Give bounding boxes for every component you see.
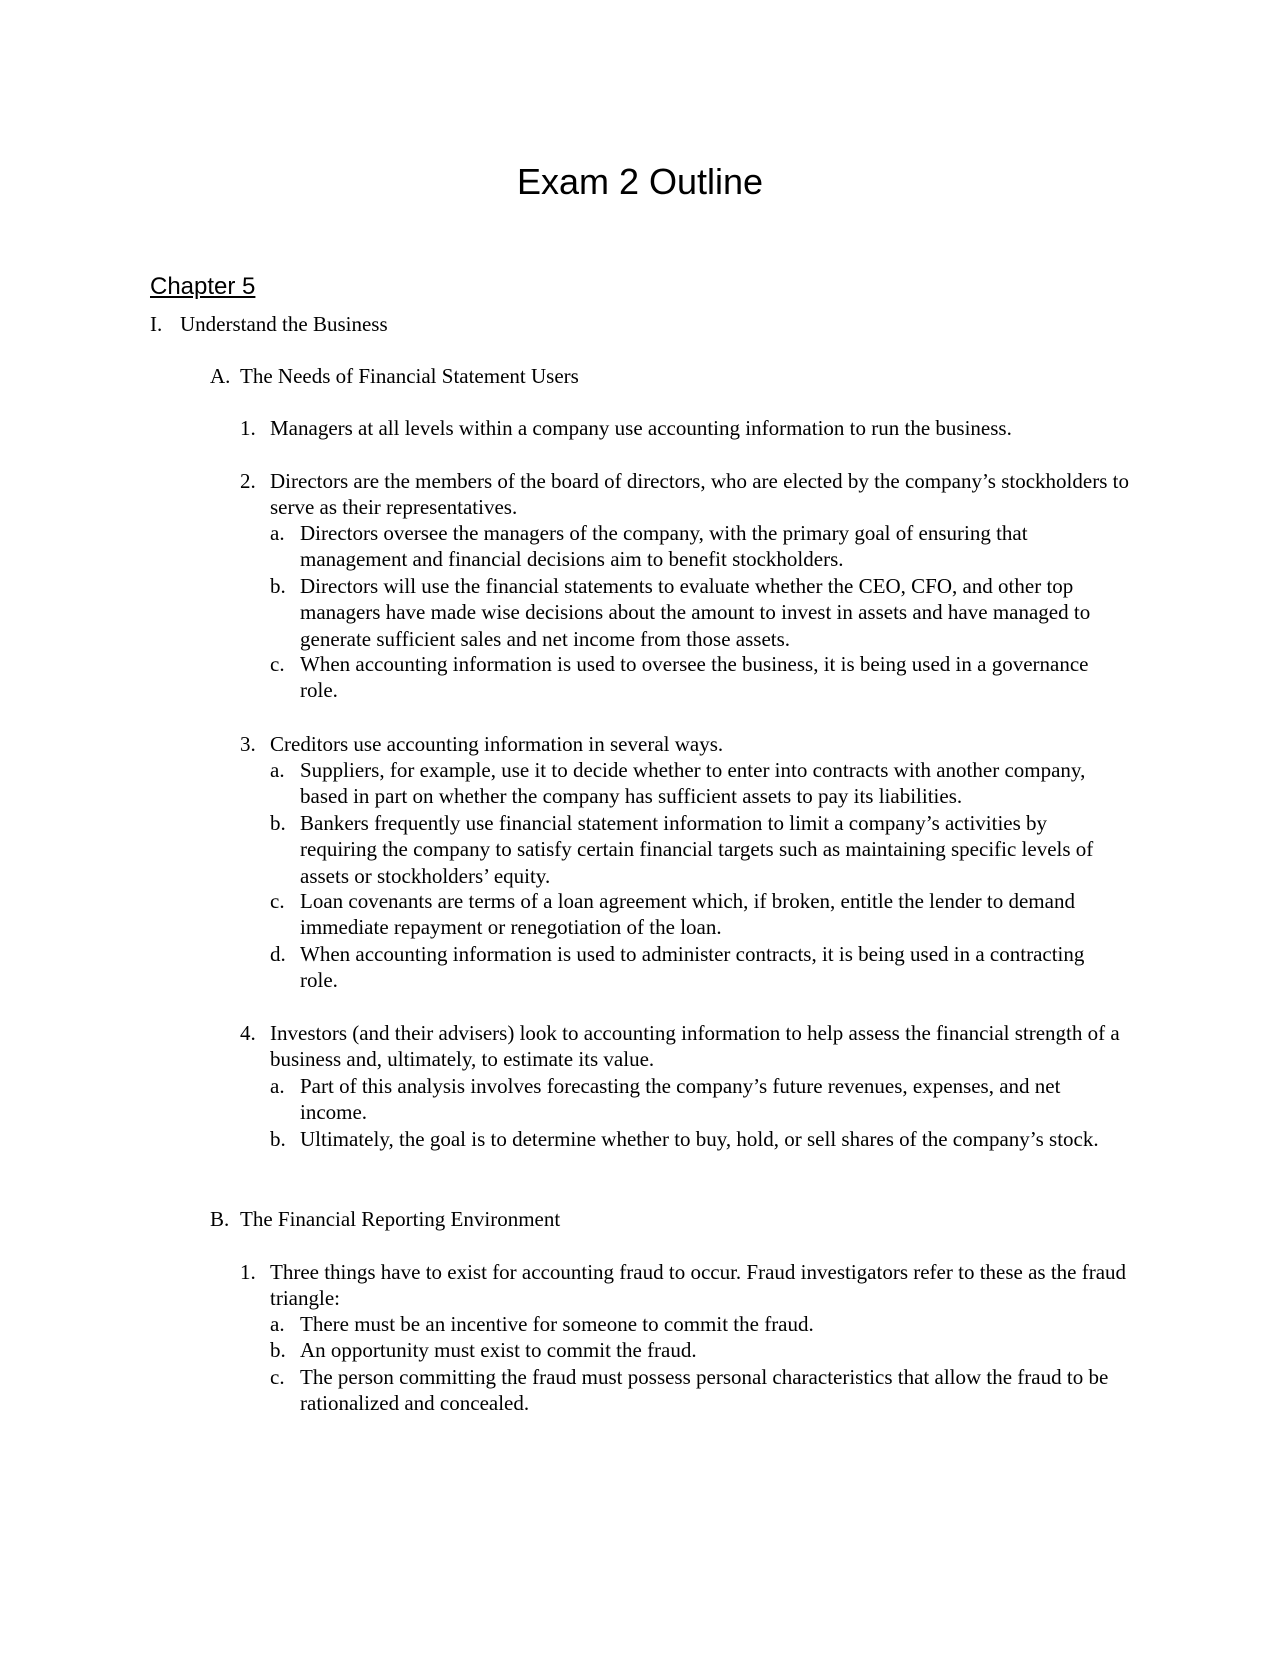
outline-marker: 1. [240, 416, 256, 440]
outline-marker: 2. [240, 469, 256, 493]
outline-text: The person committing the fraud must possess personal characteristics that allow the fraud to be rationalized and concealed. [300, 1365, 1109, 1416]
outline-item-A2a [270, 520, 1120, 573]
outline-text: Loan covenants are terms of a loan agreement which, if broken, entitle the lender to demand immediate repayment or renegotiation of the loan. [300, 889, 1075, 940]
outline-text: The Financial Reporting Environment [240, 1207, 561, 1231]
outline-marker: a. [270, 521, 285, 545]
outline-text: Bankers frequently use financial statement information to limit a company’s activities by requiring the company to satisfy certain financial targets such as maintaining specific levels of assets or stockholders’ equity. [300, 811, 1094, 888]
outline-item-A3b [270, 810, 1120, 889]
outline-text: Managers at all levels within a company use accounting information to run the business. [270, 416, 1012, 440]
outline-item-A2b [270, 573, 1120, 652]
outline-text: Part of this analysis involves forecasting the company’s future revenues, expenses, and net income. [300, 1074, 1061, 1125]
outline-item-B [210, 1206, 1130, 1232]
outline-item-A2c [270, 651, 1120, 704]
outline-item-B1a [270, 1311, 1120, 1337]
outline-marker: b. [270, 1338, 286, 1362]
outline-item-A1 [240, 415, 1130, 441]
outline-item-A4b [270, 1126, 1120, 1152]
outline-text: An opportunity must exist to commit the fraud. [300, 1338, 697, 1362]
outline-text: The Needs of Financial Statement Users [240, 364, 579, 388]
outline-item-A3c [270, 888, 1120, 941]
outline-text: When accounting information is used to administer contracts, it is being used in a contracting role. [300, 942, 1085, 993]
outline-marker: a. [270, 1074, 285, 1098]
outline-item-B1 [240, 1259, 1130, 1312]
outline-text: Three things have to exist for accounting fraud to occur. Fraud investigators refer to these as the fraud triangle: [270, 1260, 1127, 1311]
outline-marker: d. [270, 942, 286, 966]
outline-text: Directors are the members of the board of directors, who are elected by the company’s stockholders to serve as their representatives. [270, 469, 1129, 520]
outline-item-A3 [240, 731, 1130, 757]
outline-item-A3a [270, 757, 1120, 810]
outline-text: Suppliers, for example, use it to decide whether to enter into contracts with another company, based in part on whether the company has sufficient assets to pay its liabilities. [300, 758, 1086, 809]
outline-marker: 1. [240, 1260, 256, 1284]
outline-item-B1c [270, 1364, 1120, 1417]
outline-text: Investors (and their advisers) look to accounting information to help assess the financial strength of a business and, ultimately, to estimate its value. [270, 1021, 1120, 1072]
outline-marker: b. [270, 574, 286, 598]
outline-item-A4a [270, 1073, 1120, 1126]
chapter-heading: Chapter 5 [150, 273, 256, 300]
outline-text: Understand the Business [180, 312, 388, 336]
outline-item-A [210, 363, 1130, 389]
outline-item-I [150, 311, 1150, 337]
outline-text: Directors will use the financial statements to evaluate whether the CEO, CFO, and other top managers have made wise decisions about the amount to invest in assets and have managed to generate sufficient sales and net income from those assets. [300, 574, 1091, 651]
outline-marker: c. [270, 1365, 285, 1389]
outline-marker: a. [270, 1312, 285, 1336]
outline-marker: b. [270, 1127, 286, 1151]
outline-item-A4 [240, 1020, 1130, 1073]
outline-marker: 3. [240, 732, 256, 756]
outline-marker: b. [270, 811, 286, 835]
outline-marker: I. [150, 312, 163, 336]
outline-text: Directors oversee the managers of the company, with the primary goal of ensuring that management and financial decisions aim to benefit stockholders. [300, 521, 1028, 572]
outline-item-B1b [270, 1337, 1120, 1363]
outline-marker: c. [270, 652, 285, 676]
outline-marker: A. [210, 364, 231, 388]
outline-marker: c. [270, 889, 285, 913]
outline-text: There must be an incentive for someone to commit the fraud. [300, 1312, 814, 1336]
outline-item-A3d [270, 941, 1120, 994]
outline-marker: 4. [240, 1021, 256, 1045]
outline-text: When accounting information is used to oversee the business, it is being used in a governance role. [300, 652, 1089, 703]
outline-marker: B. [210, 1207, 230, 1231]
outline-marker: a. [270, 758, 285, 782]
outline-text: Ultimately, the goal is to determine whether to buy, hold, or sell shares of the company’s stock. [300, 1127, 1099, 1151]
outline-text: Creditors use accounting information in several ways. [270, 732, 724, 756]
outline-item-A2 [240, 468, 1130, 521]
page-title: Exam 2 Outline [516, 161, 764, 202]
